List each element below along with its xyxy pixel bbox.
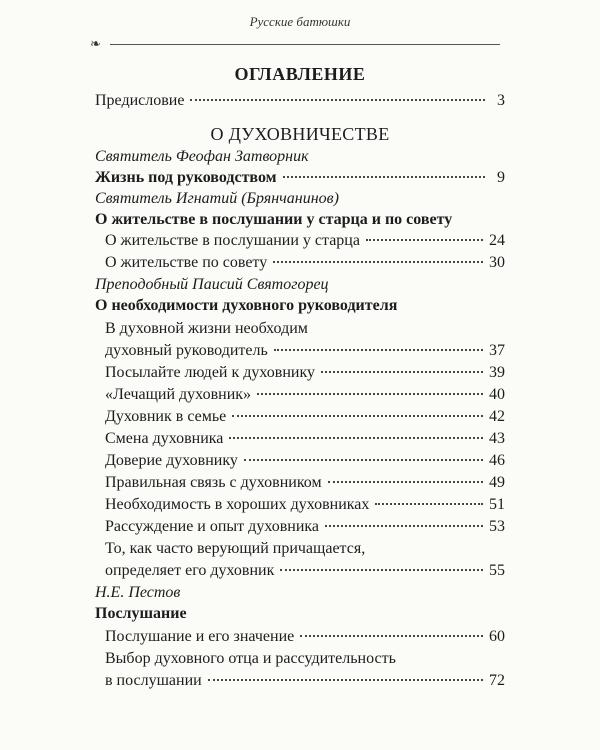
toc-entry[interactable]: [105, 384, 505, 406]
toc-entry[interactable]: [105, 472, 505, 494]
toc-entry-page: 72: [489, 672, 505, 689]
dot-leader: [280, 569, 483, 571]
dot-leader: [300, 635, 483, 637]
author-name: Святитель Феофан Затворник: [95, 148, 309, 165]
toc-entry-title: Послушание и его значение: [105, 628, 295, 645]
toc-entry-title-line1: Выбор духовного отца и рассудительность: [105, 650, 396, 667]
toc-entry[interactable]: [105, 340, 505, 362]
toc-entry-title: в послушании: [105, 672, 202, 689]
toc-entry-title: Предисловие: [95, 92, 185, 109]
dot-leader: [232, 415, 483, 417]
toc-entry-title: О жительстве по совету: [105, 254, 268, 271]
toc-entry[interactable]: [105, 428, 505, 450]
toc-entry-page: 53: [489, 518, 505, 535]
dot-leader: [274, 349, 483, 351]
toc-entry-title: Рассуждение и опыт духовника: [105, 518, 320, 535]
author-name: Святитель Игнатий (Брянчанинов): [95, 190, 339, 207]
toc-entry-page: 30: [489, 254, 505, 271]
toc-entry-title-line1: В духовной жизни необходим: [105, 320, 308, 337]
toc-entry-title: Доверие духовнику: [105, 452, 238, 469]
dot-leader: [229, 437, 483, 439]
toc-entry[interactable]: [105, 516, 505, 538]
toc-entry-page: 43: [489, 430, 505, 447]
toc-entry-title: «Лечащий духовник»: [105, 386, 252, 403]
toc-entry-title: Необходимость в хороших духовниках: [105, 496, 370, 513]
running-head: Русские батюшки: [249, 14, 351, 29]
author-name: Преподобный Паисий Святогорец: [95, 276, 329, 293]
dot-leader: [283, 176, 485, 178]
toc-entry[interactable]: [105, 450, 505, 472]
toc-entry-page: 55: [489, 562, 505, 579]
ornament-icon: ❧: [90, 36, 101, 51]
dot-leader: [321, 371, 483, 373]
toc-entry-preface[interactable]: [95, 90, 505, 112]
author-name: Н.Е. Пестов: [95, 584, 181, 601]
dot-leader: [257, 393, 483, 395]
toc-entry-title: О жительстве в послушании у старца: [105, 232, 360, 249]
toc-entry-page: 24: [489, 232, 505, 249]
toc-entry[interactable]: [105, 494, 505, 516]
section-title: О ДУХОВНИЧЕСТВЕ: [210, 124, 390, 144]
work-title: Послушание: [95, 605, 187, 622]
toc-entry[interactable]: [105, 626, 505, 648]
toc-entry-page: 46: [489, 452, 505, 469]
dot-leader: [208, 679, 483, 681]
toc-entry-page: 40: [489, 386, 505, 403]
toc-entry-title-line1: То, как часто верующий причащается,: [105, 540, 366, 557]
toc-entry-title: духовный руководитель: [105, 342, 268, 359]
toc-entry-title: определяет его духовник: [105, 562, 275, 579]
toc-entry-page: 37: [489, 342, 505, 359]
toc-entry-page: 42: [489, 408, 505, 425]
dot-leader: [273, 261, 483, 263]
header-rule: [110, 44, 500, 45]
toc-entry-title: Жизнь под руководством: [95, 169, 277, 186]
dot-leader: [190, 99, 485, 101]
work-title: О необходимости духовного руководителя: [95, 297, 398, 314]
toc-entry-page: 51: [489, 496, 505, 513]
toc-entry[interactable]: [105, 406, 505, 428]
toc-entry-page: 39: [489, 364, 505, 381]
dot-leader: [375, 503, 483, 505]
toc-entry[interactable]: [105, 362, 505, 384]
dot-leader: [325, 525, 483, 527]
toc-entry-page: 60: [489, 628, 505, 645]
dot-leader: [244, 459, 483, 461]
toc-entry-work[interactable]: [95, 167, 505, 189]
toc-entry[interactable]: [105, 670, 505, 692]
dot-leader: [328, 481, 483, 483]
toc-entry-page: 49: [489, 474, 505, 491]
page-title: ОГЛАВЛЕНИЕ: [234, 64, 366, 84]
toc-entry-title: Духовник в семье: [105, 408, 227, 425]
toc-entry-page: 9: [497, 169, 505, 186]
toc-entry[interactable]: [105, 252, 505, 274]
toc-entry[interactable]: [105, 230, 505, 252]
work-title: О жительстве в послушании у старца и по совету: [95, 211, 453, 228]
toc-entry-page: 3: [497, 92, 505, 109]
dot-leader: [366, 239, 483, 241]
toc-entry[interactable]: [105, 560, 505, 582]
toc-entry-title: Смена духовника: [105, 430, 224, 447]
toc-entry-title: Посылайте людей к духовнику: [105, 364, 316, 381]
toc-entry-title: Правильная связь с духовником: [105, 474, 322, 491]
